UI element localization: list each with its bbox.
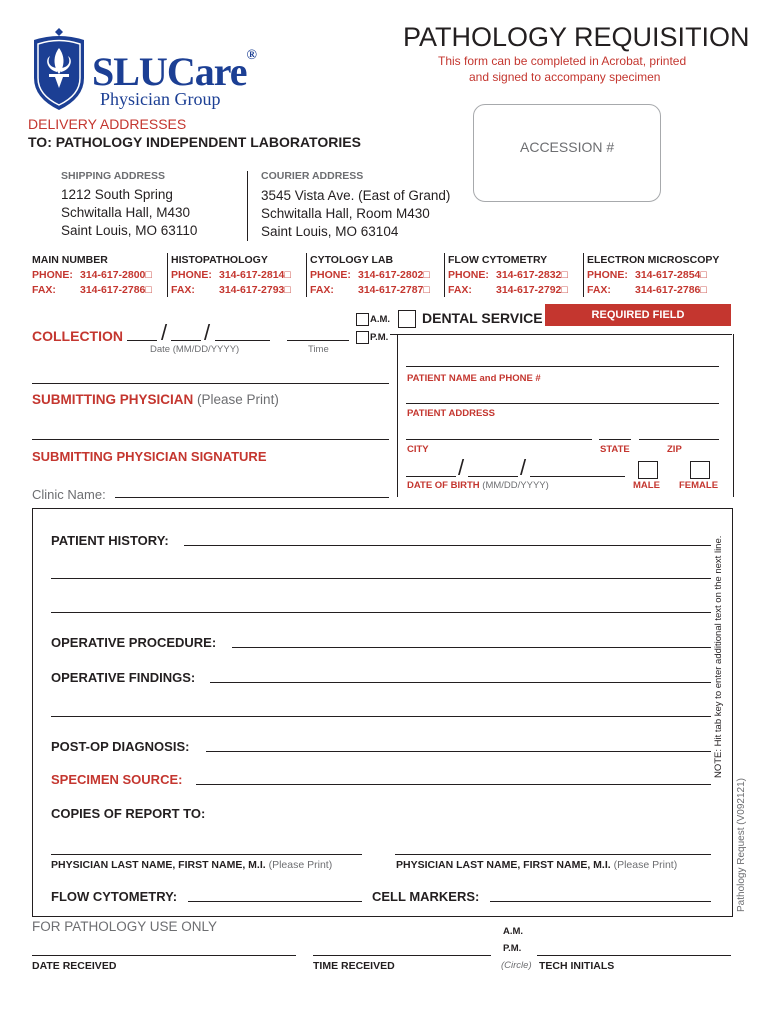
state-label: STATE (600, 444, 630, 455)
required-field-label: REQUIRED FIELD (591, 309, 685, 321)
female-label: FEMALE (679, 480, 719, 491)
contact-fax-row (171, 283, 311, 298)
contact-phone-number: 314-617-2814□ (219, 269, 291, 281)
tab-note-text: NOTE: Hit tab key to enter additional text on the next line. (713, 535, 724, 778)
signature-label: SUBMITTING PHYSICIAN SIGNATURE (32, 449, 267, 464)
patient-address-line[interactable] (406, 403, 719, 404)
please-print-hint: (Please Print) (613, 859, 678, 871)
tech-initials-label: TECH INITIALS (539, 960, 615, 972)
contact-fax-number: 314-617-2792□ (496, 284, 568, 296)
dob-slash: / (458, 455, 465, 480)
patient-name-line[interactable] (406, 366, 719, 367)
dental-service-label: DENTAL SERVICE (422, 310, 543, 326)
dob-label (407, 480, 549, 491)
required-field-badge (545, 304, 731, 326)
tab-note (713, 508, 724, 778)
accession-box[interactable] (473, 104, 661, 202)
contact-fax-row (32, 283, 172, 298)
shipping-line: 1212 South Spring (61, 187, 173, 202)
city-label: CITY (407, 444, 429, 455)
contact-fax-number: 314-617-2786□ (635, 284, 707, 296)
specimen-source-line[interactable] (196, 784, 711, 785)
pm-option[interactable]: P.M. (503, 943, 522, 954)
logo-subtitle: Physician Group (100, 89, 221, 109)
contact-phone-row (310, 268, 450, 283)
contact-fax-number: 314-617-2793□ (219, 284, 291, 296)
operative-findings-label: OPERATIVE FINDINGS: (51, 670, 196, 685)
zip-label: ZIP (667, 444, 682, 455)
circle-hint: (Circle) (501, 960, 532, 971)
dob-text: DATE OF BIRTH (407, 480, 480, 491)
patient-address-label: PATIENT ADDRESS (407, 408, 495, 419)
zip-line[interactable] (639, 439, 719, 440)
date-slash: / (204, 320, 211, 345)
fleur-de-lis-shield-icon (30, 26, 88, 112)
delivery-heading: DELIVERY ADDRESSES (28, 116, 187, 132)
contact-fax-number: 314-617-2786□ (80, 284, 152, 296)
address-divider (247, 171, 248, 241)
operative-findings-line-2[interactable] (51, 716, 711, 717)
patient-name-phone-label: PATIENT NAME and PHONE # (407, 373, 541, 384)
copy-physician-label-2 (396, 859, 677, 871)
flow-cytometry-line[interactable] (188, 901, 362, 902)
postop-diagnosis-line[interactable] (206, 751, 711, 752)
contact-fax-row (587, 283, 727, 298)
flow-cytometry-label: FLOW CYTOMETRY: (51, 889, 178, 904)
date-received-line[interactable] (32, 955, 296, 956)
copy-physician-line-2[interactable] (395, 854, 711, 855)
am-label: A.M. (370, 314, 391, 325)
am-checkbox[interactable] (356, 313, 369, 326)
copy-physician-label-1 (51, 859, 332, 871)
contact-phone-row (587, 268, 727, 283)
contact-divider (167, 253, 168, 297)
contact-phone-row (171, 268, 311, 283)
contact-name: ELECTRON MICROSCOPY (587, 254, 720, 266)
contact-divider (444, 253, 445, 297)
registered-mark: ® (246, 48, 256, 63)
patient-box-top (390, 334, 732, 335)
date-hint: Date (MM/DD/YYYY) (150, 344, 240, 355)
shipping-address-label: SHIPPING ADDRESS (61, 170, 166, 182)
delivery-to-heading: TO: PATHOLOGY INDEPENDENT LABORATORIES (28, 134, 361, 150)
contact-fax-label: FAX: (448, 284, 472, 296)
shipping-address (61, 186, 197, 240)
collection-month-line (127, 340, 157, 341)
collection-time-line (287, 340, 349, 341)
contact-fax-row (310, 283, 450, 298)
male-checkbox[interactable] (638, 461, 658, 479)
clinic-name-line[interactable] (115, 497, 389, 498)
contact-column (448, 253, 588, 298)
patient-history-line-1[interactable] (184, 545, 711, 546)
copies-of-report-label: COPIES OF REPORT TO: (51, 806, 206, 821)
patient-history-line-3[interactable] (51, 612, 711, 613)
pathology-use-heading: FOR PATHOLOGY USE ONLY (32, 919, 218, 934)
contact-phone-label: PHONE: (32, 269, 73, 281)
dob-day-line[interactable] (468, 476, 518, 477)
collection-label: COLLECTION (32, 328, 123, 344)
contact-phone-label: PHONE: (171, 269, 212, 281)
version-text: Pathology Request (V092121) (736, 778, 747, 912)
contact-name: HISTOPATHOLOGY (171, 254, 268, 266)
logo-brand: SLUCare® (92, 48, 256, 94)
courier-line: Saint Louis, MO 63104 (261, 224, 399, 239)
contact-phone-row (32, 268, 172, 283)
clinic-name-label: Clinic Name: (32, 487, 106, 502)
please-print-hint: (Please Print) (268, 859, 333, 871)
contact-name: MAIN NUMBER (32, 254, 108, 266)
contact-divider (583, 253, 584, 297)
collection-year-line (215, 340, 270, 341)
history-box (32, 508, 733, 917)
pm-label: P.M. (370, 332, 389, 343)
submitting-physician-text: SUBMITTING PHYSICIAN (32, 392, 194, 407)
operative-findings-line-1[interactable] (210, 682, 711, 683)
dob-year-line[interactable] (530, 476, 625, 477)
time-received-label: TIME RECEIVED (313, 960, 395, 972)
time-received-line[interactable] (313, 955, 491, 956)
logo (30, 26, 256, 112)
contact-phone-number: 314-617-2832□ (496, 269, 568, 281)
courier-line: 3545 Vista Ave. (East of Grand) (261, 188, 451, 203)
contact-phone-label: PHONE: (310, 269, 351, 281)
state-line[interactable] (599, 439, 631, 440)
contact-fax-row (448, 283, 588, 298)
dob-month-line[interactable] (406, 476, 456, 477)
pm-checkbox[interactable] (356, 331, 369, 344)
courier-address (261, 187, 450, 241)
contact-column (32, 253, 172, 298)
collection-day-line (171, 340, 201, 341)
am-option[interactable]: A.M. (503, 926, 524, 937)
cell-markers-line[interactable] (490, 901, 711, 902)
dob-slash: / (520, 455, 527, 480)
contact-fax-number: 314-617-2787□ (358, 284, 430, 296)
contact-name: CYTOLOGY LAB (310, 254, 394, 266)
courier-line: Schwitalla Hall, Room M430 (261, 206, 430, 221)
contact-phone-number: 314-617-2854□ (635, 269, 707, 281)
signature-line[interactable] (32, 439, 389, 440)
date-received-label: DATE RECEIVED (32, 960, 117, 972)
version-label (736, 772, 747, 912)
specimen-source-label: SPECIMEN SOURCE: (51, 772, 183, 787)
contact-column (310, 253, 450, 298)
submitting-physician-line[interactable] (32, 383, 389, 384)
postop-diagnosis-label: POST-OP DIAGNOSIS: (51, 739, 190, 754)
subtitle-line-1: This form can be completed in Acrobat, printed (438, 54, 687, 68)
female-checkbox[interactable] (690, 461, 710, 479)
phys-name-text: PHYSICIAN LAST NAME, FIRST NAME, M.I. (51, 859, 266, 871)
contact-column (587, 253, 727, 298)
contact-fax-label: FAX: (587, 284, 611, 296)
patient-history-label: PATIENT HISTORY: (51, 533, 169, 548)
cell-markers-label: CELL MARKERS: (372, 889, 480, 904)
contact-divider (306, 253, 307, 297)
contact-fax-label: FAX: (310, 284, 334, 296)
contact-phone-number: 314-617-2802□ (358, 269, 430, 281)
contact-name: FLOW CYTOMETRY (448, 254, 548, 266)
contact-column (171, 253, 311, 298)
accession-label: ACCESSION # (520, 139, 615, 155)
subtitle-line-2: and signed to accompany specimen (469, 70, 661, 84)
dental-service-checkbox[interactable] (398, 310, 416, 328)
contact-phone-row (448, 268, 588, 283)
page-title: PATHOLOGY REQUISITION (403, 22, 750, 52)
male-label: MALE (633, 480, 660, 491)
contact-phone-label: PHONE: (448, 269, 489, 281)
contact-fax-label: FAX: (32, 284, 56, 296)
operative-procedure-line[interactable] (232, 647, 711, 648)
submitting-physician-label (32, 392, 279, 407)
date-slash: / (161, 320, 168, 345)
courier-address-label: COURIER ADDRESS (261, 170, 364, 182)
time-hint: Time (308, 344, 329, 355)
contact-phone-number: 314-617-2800□ (80, 269, 152, 281)
patient-history-line-2[interactable] (51, 578, 711, 579)
copy-physician-line-1[interactable] (51, 854, 362, 855)
contact-phone-label: PHONE: (587, 269, 628, 281)
shipping-line: Saint Louis, MO 63110 (61, 223, 198, 238)
dob-hint: (MM/DD/YYYY) (482, 480, 549, 491)
operative-procedure-label: OPERATIVE PROCEDURE: (51, 635, 217, 650)
city-line[interactable] (406, 439, 592, 440)
phys-name-text: PHYSICIAN LAST NAME, FIRST NAME, M.I. (396, 859, 611, 871)
please-print-hint: (Please Print) (197, 392, 279, 407)
tech-initials-line[interactable] (537, 955, 731, 956)
shipping-line: Schwitalla Hall, M430 (61, 205, 191, 220)
contact-fax-label: FAX: (171, 284, 195, 296)
